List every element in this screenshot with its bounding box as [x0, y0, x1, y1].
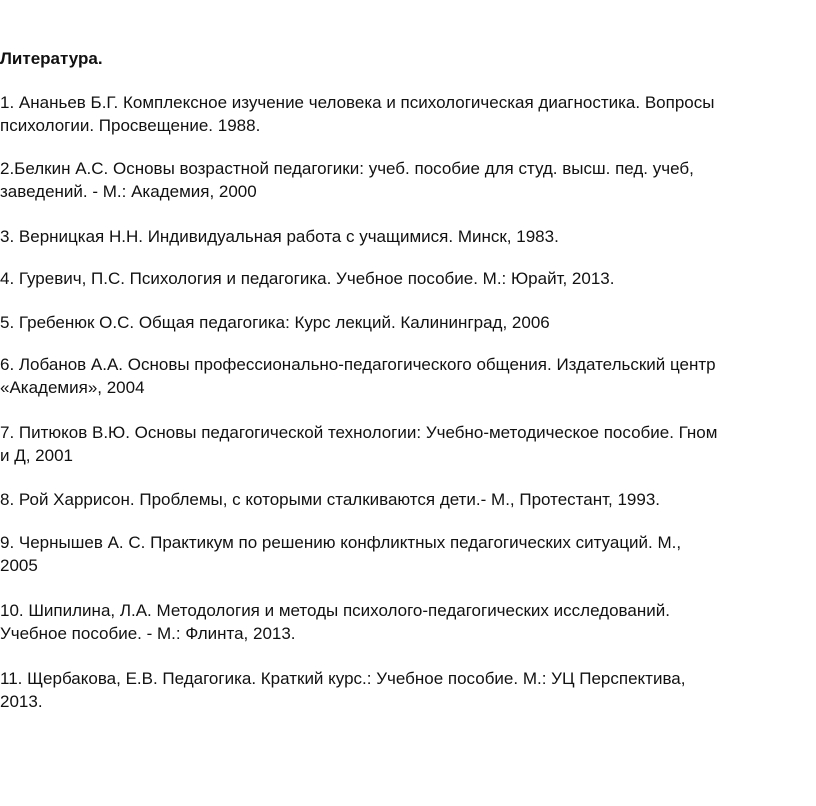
page-title: Литература.	[0, 49, 103, 68]
reference-line: 2.Белкин А.С. Основы возрастной педагогики: учеб. пособие для студ. высш. пед. учеб,	[0, 159, 694, 178]
reference-item-8	[0, 488, 816, 511]
reference-line: 2005	[0, 556, 38, 575]
reference-item-11	[0, 667, 816, 713]
reference-line: 8. Рой Харрисон. Проблемы, с которыми сталкиваются дети.- М., Протестант, 1993.	[0, 490, 660, 509]
reference-item-1	[0, 91, 816, 137]
reference-item-7	[0, 421, 816, 467]
reference-line: 1. Ананьев Б.Г. Комплексное изучение человека и психологическая диагностика. Вопросы	[0, 93, 715, 112]
reference-line: 4. Гуревич, П.С. Психология и педагогика. Учебное пособие. М.: Юрайт, 2013.	[0, 269, 615, 288]
reference-line: и Д, 2001	[0, 446, 73, 465]
reference-item-10	[0, 599, 816, 645]
reference-item-9	[0, 531, 816, 577]
reference-line: 11. Щербакова, Е.В. Педагогика. Краткий курс.: Учебное пособие. М.: УЦ Перспектива,	[0, 669, 686, 688]
reference-line: заведений. - М.: Академия, 2000	[0, 182, 257, 201]
reference-line: 6. Лобанов А.А. Основы профессионально-педагогического общения. Издательский центр	[0, 355, 716, 374]
reference-line: 9. Чернышев А. С. Практикум по решению конфликтных педагогических ситуаций. М.,	[0, 533, 682, 552]
reference-line: Учебное пособие. - М.: Флинта, 2013.	[0, 624, 296, 643]
reference-item-2	[0, 157, 816, 203]
reference-item-5	[0, 311, 816, 334]
reference-line: 10. Шипилина, Л.А. Методология и методы психолого-педагогических исследований.	[0, 601, 670, 620]
reference-item-6	[0, 353, 816, 399]
reference-line: 7. Питюков В.Ю. Основы педагогической технологии: Учебно-методическое пособие. Гном	[0, 423, 718, 442]
reference-line: «Академия», 2004	[0, 378, 145, 397]
reference-item-3	[0, 225, 816, 248]
reference-line: 3. Верницкая Н.Н. Индивидуальная работа с учащимися. Минск, 1983.	[0, 227, 559, 246]
reference-line: психологии. Просвещение. 1988.	[0, 116, 261, 135]
reference-line: 5. Гребенюк О.С. Общая педагогика: Курс лекций. Калининград, 2006	[0, 313, 550, 332]
reference-line: 2013.	[0, 692, 43, 711]
reference-item-4	[0, 267, 816, 290]
